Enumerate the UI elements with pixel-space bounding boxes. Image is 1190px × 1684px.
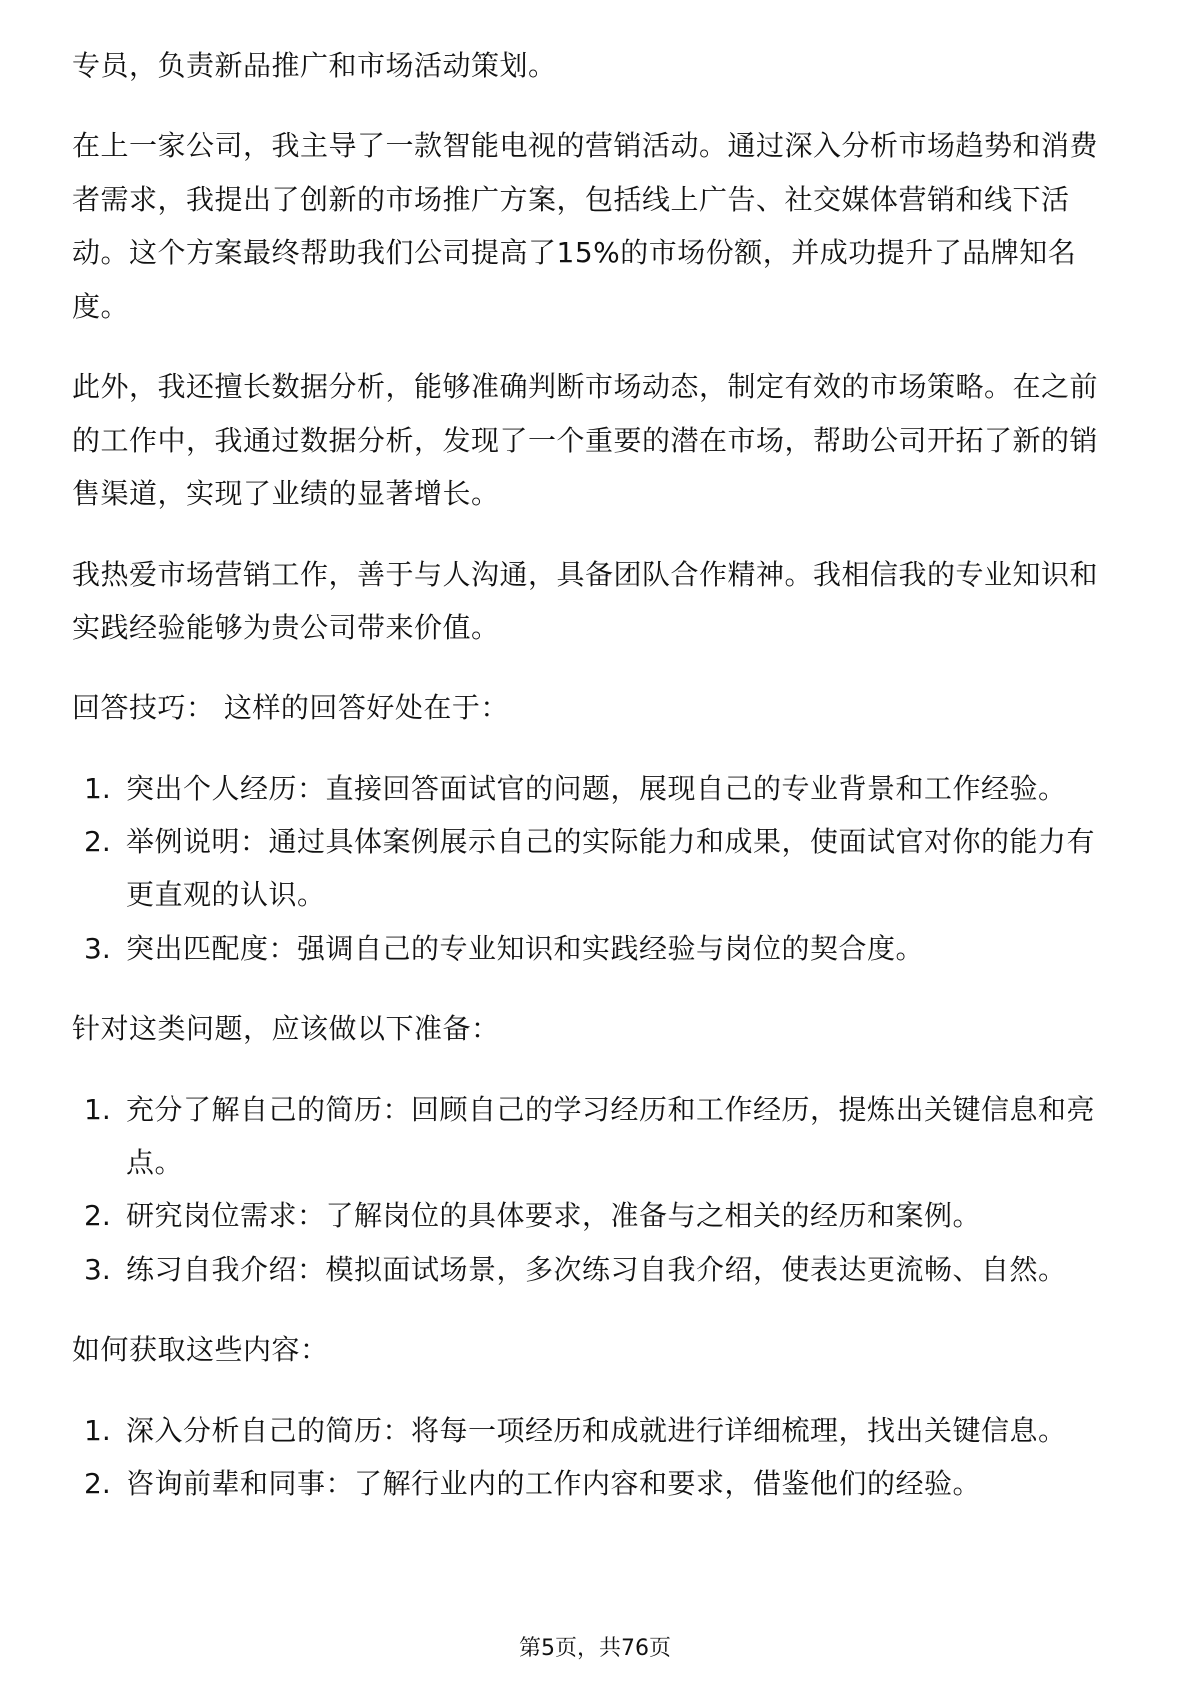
paragraph-line: 者需求，我提出了创新的市场推广方案，包括线上广告、社交媒体营销和线下活 [72,183,1070,216]
paragraph-line: 的工作中，我通过数据分析，发现了一个重要的潜在市场，帮助公司开拓了新的销 [72,424,1099,457]
paragraph-line: 售渠道，实现了业绩的显著增长。 [72,477,500,510]
list-item: 咨询前辈和同事：了解行业内的工作内容和要求，借鉴他们的经验。 [126,1467,982,1500]
list-item: 突出匹配度：强调自己的专业知识和实践经验与岗位的契合度。 [126,932,925,965]
section-heading: 回答技巧： 这样的回答好处在于： [72,691,509,724]
paragraph-line: 我热爱市场营销工作，善于与人沟通，具备团队合作精神。我相信我的专业知识和 [72,558,1099,591]
list-item: 深入分析自己的简历：将每一项经历和成就进行详细梳理，找出关键信息。 [126,1414,1067,1447]
list-number: 1. [84,1414,111,1447]
paragraph-line: 实践经验能够为贵公司带来价值。 [72,611,500,644]
list-item: 研究岗位需求：了解岗位的具体要求，准备与之相关的经历和案例。 [126,1199,982,1232]
paragraph-line: 动。这个方案最终帮助我们公司提高了15%的市场份额，并成功提升了品牌知名 [72,236,1077,269]
page-number: 第5页，共76页 [519,1636,671,1661]
section-heading: 针对这类问题，应该做以下准备： [72,1012,500,1045]
list-item: 突出个人经历：直接回答面试官的问题，展现自己的专业背景和工作经验。 [126,772,1067,805]
list-item-continuation: 更直观的认识。 [126,878,326,911]
paragraph-line: 在上一家公司，我主导了一款智能电视的营销活动。通过深入分析市场趋势和消费 [72,129,1099,162]
list-item: 练习自我介绍：模拟面试场景，多次练习自我介绍，使表达更流畅、自然。 [126,1253,1067,1286]
list-number: 1. [84,772,111,805]
list-number: 3. [84,1253,111,1286]
list-item: 举例说明：通过具体案例展示自己的实际能力和成果，使面试官对你的能力有 [126,825,1096,858]
list-number: 2. [84,1199,111,1232]
list-number: 2. [84,1467,111,1500]
paragraph-line: 此外，我还擅长数据分析，能够准确判断市场动态，制定有效的市场策略。在之前 [72,370,1099,403]
list-number: 1. [84,1093,111,1126]
list-number: 2. [84,825,111,858]
list-item-continuation: 点。 [126,1146,184,1179]
paragraph-line: 专员，负责新品推广和市场活动策划。 [72,49,557,82]
paragraph-line: 度。 [72,290,130,323]
list-number: 3. [84,932,111,965]
list-item: 充分了解自己的简历：回顾自己的学习经历和工作经历，提炼出关键信息和亮 [126,1093,1096,1126]
section-heading: 如何获取这些内容： [72,1333,329,1366]
